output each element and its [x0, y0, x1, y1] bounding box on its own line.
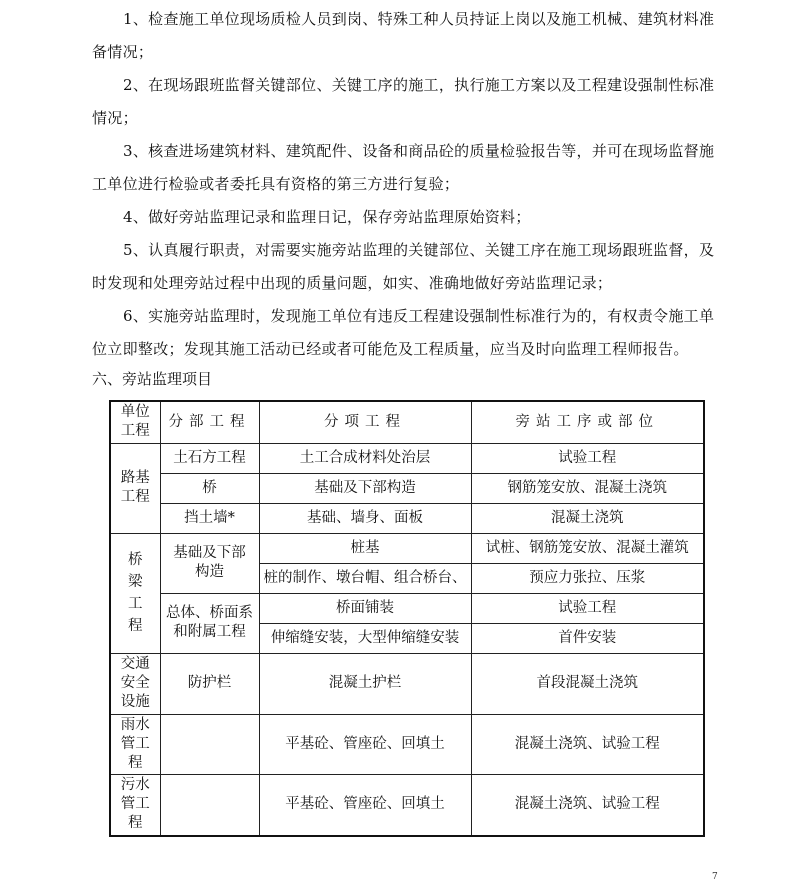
table-row — [110, 503, 704, 533]
section-heading: 六、旁站监理项目 — [92, 370, 213, 388]
cell-process: 混凝土浇筑 — [471, 503, 704, 533]
cell-process: 试验工程 — [471, 443, 704, 473]
paragraph-1: 1、检查施工单位现场质检人员到岗、特殊工种人员持证上岗以及施工机械、建筑材料准备情况； — [92, 10, 715, 61]
table-row — [110, 774, 704, 836]
cell-subitem: 土工合成材料处治层 — [259, 443, 471, 473]
unit-rain-pipe: 雨水管工程 — [110, 714, 160, 774]
unit-roadbed: 路基工程 — [110, 443, 160, 533]
unit-sewage-pipe: 污水管工程 — [110, 774, 160, 836]
cell-subitem: 伸缩缝安装，大型伸缩缝安装 — [259, 623, 471, 653]
cell-process: 钢筋笼安放、混凝土浇筑 — [471, 473, 704, 503]
page-number: 7 — [712, 872, 718, 882]
inspection-items-table — [109, 400, 705, 837]
cell-process: 混凝土浇筑、试验工程 — [471, 714, 704, 774]
unit-bridge: 桥梁工程 — [110, 533, 160, 653]
header-process: 旁站工序或部位 — [471, 401, 704, 443]
cell-division: 防护栏 — [160, 653, 259, 714]
header-unit: 单位工程 — [110, 401, 160, 443]
cell-subitem: 基础、墙身、面板 — [259, 503, 471, 533]
cell-subitem: 桩的制作、墩台帽、组合桥台、 — [259, 563, 471, 593]
cell-division: 桥 — [160, 473, 259, 503]
paragraph-2: 2、在现场跟班监督关键部位、关键工序的施工，执行施工方案以及工程建设强制性标准情况； — [92, 76, 715, 127]
paragraph-6: 6、实施旁站监理时，发现施工单位有违反工程建设强制性标准行为的，有权责令施工单位立即整改；发现其施工活动已经或者可能危及工程质量，应当及时向监理工程师报告。 — [92, 307, 715, 358]
cell-subitem: 桥面铺装 — [259, 593, 471, 623]
table-row — [110, 714, 704, 774]
table-row — [110, 653, 704, 714]
cell-process: 预应力张拉、压浆 — [471, 563, 704, 593]
table-header-row — [110, 401, 704, 443]
table-row — [110, 473, 704, 503]
cell-division: 总体、桥面系和附属工程 — [160, 593, 259, 653]
cell-subitem: 混凝土护栏 — [259, 653, 471, 714]
table-row — [110, 593, 704, 623]
cell-division — [160, 714, 259, 774]
table-row — [110, 533, 704, 563]
cell-process: 首件安装 — [471, 623, 704, 653]
paragraph-4: 4、做好旁站监理记录和监理日记，保存旁站监理原始资料； — [123, 208, 531, 226]
cell-division — [160, 774, 259, 836]
header-subitem: 分项工程 — [259, 401, 471, 443]
unit-traffic: 交通安全设施 — [110, 653, 160, 714]
cell-process: 试桩、钢筋笼安放、混凝土灌筑 — [471, 533, 704, 563]
cell-process: 试验工程 — [471, 593, 704, 623]
cell-subitem: 平基砼、管座砼、回填土 — [259, 774, 471, 836]
cell-process: 混凝土浇筑、试验工程 — [471, 774, 704, 836]
cell-subitem: 基础及下部构造 — [259, 473, 471, 503]
cell-division: 土石方工程 — [160, 443, 259, 473]
cell-division: 基础及下部构造 — [160, 533, 259, 593]
cell-subitem: 桩基 — [259, 533, 471, 563]
header-division: 分部工程 — [160, 401, 259, 443]
table-row — [110, 443, 704, 473]
paragraph-5: 5、认真履行职责，对需要实施旁站监理的关键部位、关键工序在施工现场跟班监督，及时发现和处理旁站过程中出现的质量问题，如实、准确地做好旁站监理记录； — [92, 241, 715, 292]
paragraph-3: 3、核查进场建筑材料、建筑配件、设备和商品砼的质量检验报告等，并可在现场监督施工单位进行检验或者委托具有资格的第三方进行复验； — [92, 142, 715, 193]
cell-division: 挡土墙* — [160, 503, 259, 533]
cell-process: 首段混凝土浇筑 — [471, 653, 704, 714]
cell-subitem: 平基砼、管座砼、回填土 — [259, 714, 471, 774]
